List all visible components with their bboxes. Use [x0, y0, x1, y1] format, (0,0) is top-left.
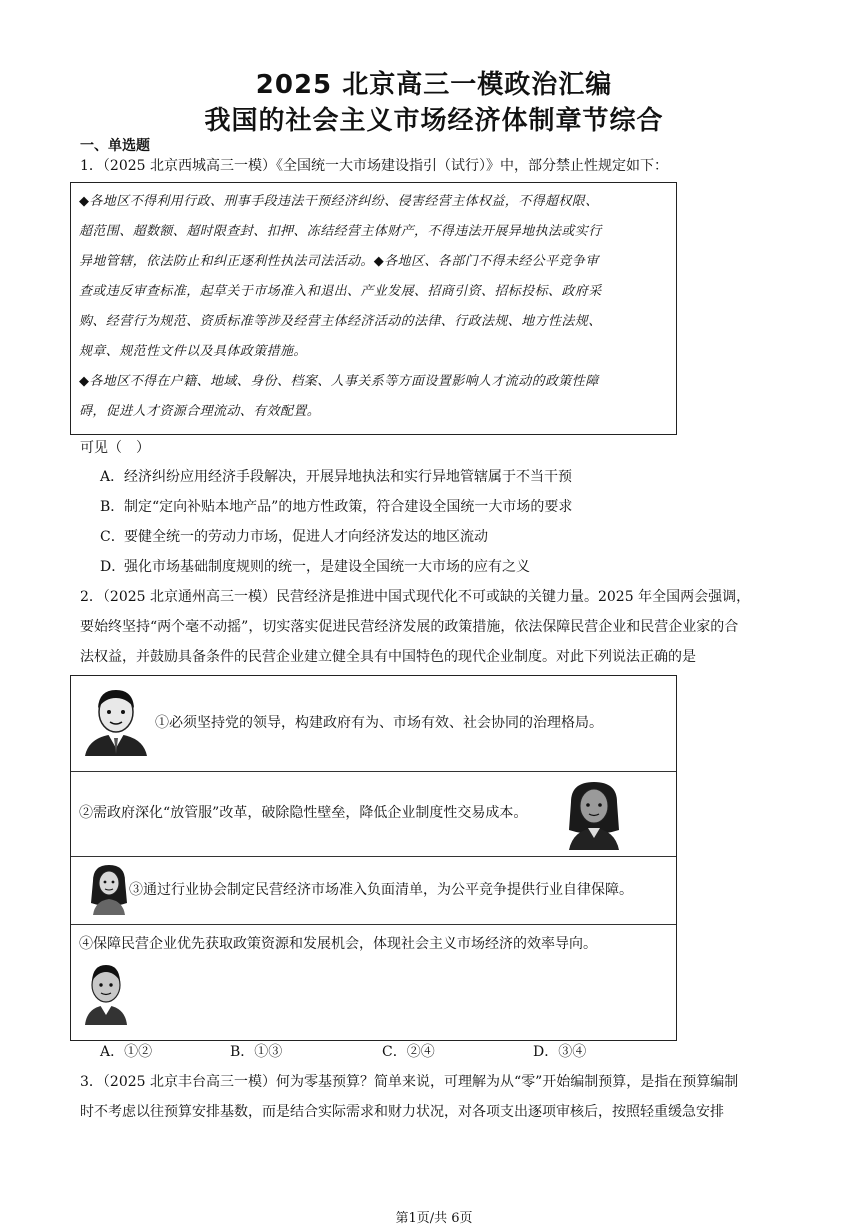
q1-box-line: 购、经营行为规范、资质标准等涉及经营主体经济活动的法律、行政法规、地方性法规、: [79, 314, 602, 329]
statement-1: ①必须坚持党的领导，构建政府有为、市场有效、社会协同的治理格局。: [155, 715, 603, 731]
option-text: 经济纠纷应用经济手段解决，开展异地执法和实行异地管辖属于不当干预: [124, 469, 572, 485]
statement-4: ④保障民营企业优先获取政策资源和发展机会，体现社会主义市场经济的效率导向。: [79, 936, 597, 952]
option-letter: D．: [100, 559, 126, 575]
statement-row-2: [71, 772, 676, 857]
q3-stem-line: 时不考虑以往预算安排基数，而是结合实际需求和财力状况，对各项支出逐项审核后，按照轻重缓急安排: [80, 1104, 724, 1120]
woman-avatar-icon: [563, 778, 625, 850]
q2-stem-line: 要始终坚持“两个毫不动摇”，切实落实促进民营经济发展的政策措施，依法保障民营企业和民营企业家的合: [80, 619, 739, 635]
option-letter: C．: [100, 529, 125, 545]
option-text: ②④: [406, 1044, 435, 1060]
q2-option-b[interactable]: [230, 1042, 282, 1062]
option-text: ①②: [124, 1044, 153, 1060]
option-letter: A．: [100, 469, 125, 485]
q1-material-box: [70, 182, 677, 435]
option-text: 要健全统一的劳动力市场，促进人才向经济发达的地区流动: [124, 529, 488, 545]
q1-box-line: 规章、规范性文件以及具体政策措施。: [79, 344, 307, 359]
q1-box-line: 查或违反审查标准，起草关于市场准入和退出、产业发展、招商引资、招标投标、政府采: [79, 284, 602, 299]
q1-box-line: 异地管辖，依法防止和纠正逐利性执法司法活动。◆各地区、各部门不得未经公平竞争审: [79, 254, 599, 269]
statement-2: ②需政府深化“放管服”改革，破除隐性壁垒，降低企业制度性交易成本。: [79, 805, 528, 821]
option-letter: A．: [100, 1044, 125, 1060]
q1-box-line: ◆各地区不得利用行政、刑事手段违法干预经济纠纷、侵害经营主体权益，不得超权限、: [79, 194, 599, 209]
option-letter: C．: [382, 1044, 407, 1060]
page-footer: 第1页/共 6页: [395, 1211, 473, 1226]
q2-option-c[interactable]: [382, 1042, 435, 1062]
q3-stem-line: 3．（2025 北京丰台高三一模）何为零基预算？简单来说，可理解为从“零”开始编制预算，是指在预算编制: [80, 1074, 739, 1090]
option-letter: D．: [533, 1044, 559, 1060]
q2-option-d[interactable]: [533, 1042, 586, 1062]
q2-stem-line: 法权益，并鼓励具备条件的民营企业建立健全具有中国特色的现代企业制度。对此下列说法正确的是: [80, 649, 696, 665]
option-text: ③④: [558, 1044, 587, 1060]
option-letter: B．: [230, 1044, 255, 1060]
option-text: 制定“定向补贴本地产品”的地方性政策，符合建设全国统一大市场的要求: [124, 499, 573, 515]
section-title: 一、单选题: [80, 138, 150, 154]
page-title-line2: 我国的社会主义市场经济体制章节综合: [204, 106, 664, 136]
q1-box-line: 超范围、超数额、超时限查封、扣押、冻结经营主体财产，不得违法开展异地执法或实行: [79, 224, 602, 239]
option-text: 强化市场基础制度规则的统一，是建设全国统一大市场的应有之义: [124, 559, 530, 575]
q1-after: 可见（ ）: [80, 440, 150, 456]
q1-option-a[interactable]: [100, 467, 572, 487]
statement-row-4: [71, 925, 676, 1040]
option-letter: B．: [100, 499, 125, 515]
statement-row-1: [71, 676, 676, 772]
q2-option-a[interactable]: [100, 1042, 152, 1062]
q1-option-d[interactable]: [100, 557, 530, 577]
man-avatar-icon: [81, 684, 151, 756]
q2-stem-line: 2．（2025 北京通州高三一模）民营经济是推进中国式现代化不可或缺的关键力量。2025 年全国两会强调，: [80, 589, 751, 605]
statement-3: ③通过行业协会制定民营经济市场准入负面清单，为公平竞争提供行业自律保障。: [129, 882, 633, 898]
q1-box-line: ◆各地区不得在户籍、地域、身份、档案、人事关系等方面设置影响人才流动的政策性障: [79, 374, 599, 389]
option-text: ①③: [254, 1044, 283, 1060]
q1-stem: 1．（2025 北京西城高三一模）《全国统一大市场建设指引（试行）》中，部分禁止性规定如下：: [80, 158, 668, 174]
statement-row-3: [71, 857, 676, 925]
page-title-line1: 2025 北京高三一模政治汇编: [255, 70, 613, 100]
q1-box-line: 碍，促进人才资源合理流动、有效配置。: [79, 404, 321, 419]
q1-option-c[interactable]: [100, 527, 488, 547]
boy-avatar-icon: [81, 961, 131, 1025]
q2-statements-box: [70, 675, 677, 1041]
girl-avatar-icon: [89, 863, 129, 915]
q1-option-b[interactable]: [100, 497, 572, 517]
